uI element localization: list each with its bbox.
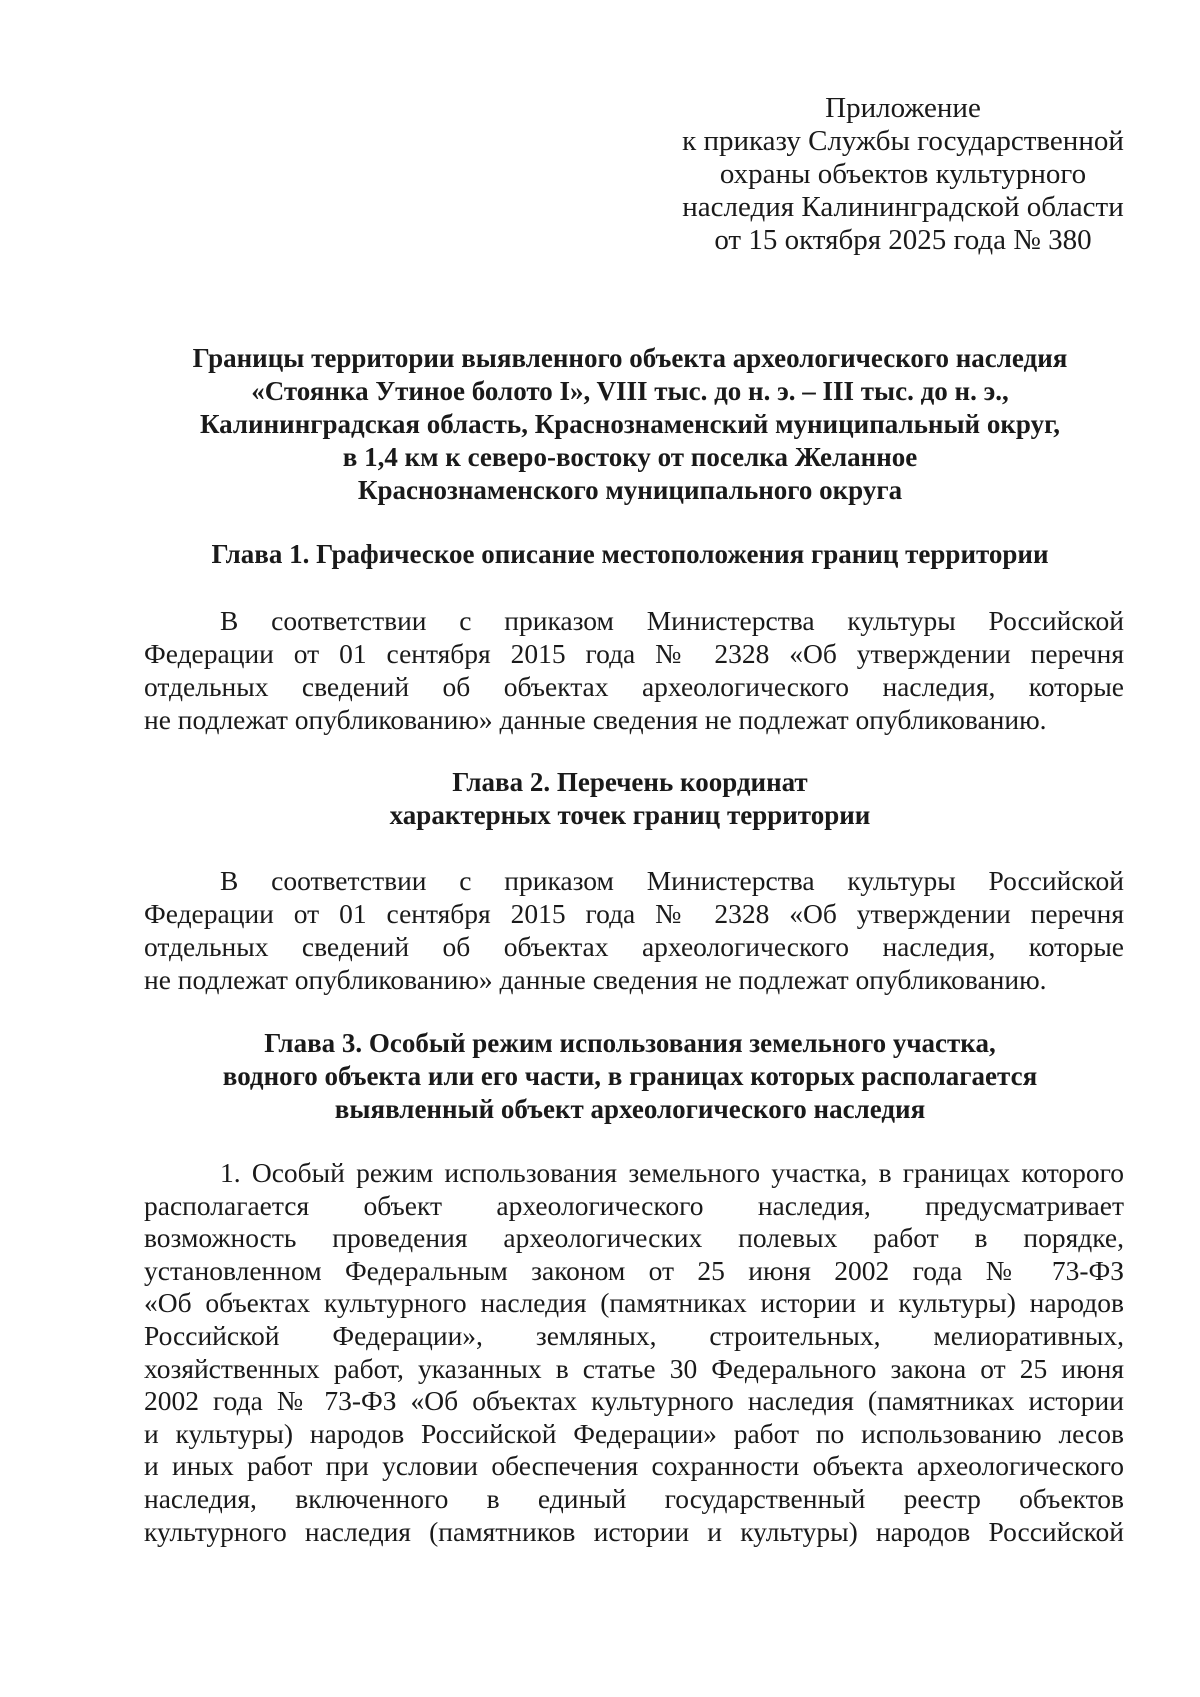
paragraph-line: не подлежат опубликованию» данные сведения не подлежат опубликованию. bbox=[144, 704, 1047, 735]
paragraph-line: 2002 года № 73-ФЗ «Об объектах культурного наследия (памятниках истории bbox=[144, 1385, 1124, 1417]
paragraph-line: 1. Особый режим использования земельного участка, в границах которого bbox=[220, 1157, 1124, 1188]
paragraph-line: не подлежат опубликованию» данные сведения не подлежат опубликованию. bbox=[144, 964, 1047, 995]
appendix-line: от 15 октября 2025 года № 380 bbox=[714, 224, 1092, 256]
document-title-line: Краснознаменского муниципального округа bbox=[357, 475, 903, 505]
document-title-line: «Стоянка Утиное болото I», VIII тыс. до н. э. – III тыс. до н. э., bbox=[251, 376, 1009, 406]
paragraph-line: возможность проведения археологических полевых работ в порядке, bbox=[144, 1222, 1124, 1254]
chapter1-title bbox=[140, 538, 1120, 571]
paragraph-line: и иных работ при условии обеспечения сохранности объекта археологического bbox=[144, 1450, 1124, 1482]
appendix-line: наследия Калининградской области bbox=[682, 191, 1124, 223]
chapter3-title bbox=[140, 1027, 1120, 1126]
paragraph-line: «Об объектах культурного наследия (памятниках истории и культуры) народов bbox=[144, 1287, 1124, 1319]
paragraph-line: Федерации от 01 сентября 2015 года № 2328 «Об утверждении перечня bbox=[144, 898, 1124, 929]
chapter3-title-line: водного объекта или его части, в границах которых располагается bbox=[222, 1061, 1038, 1091]
paragraph-line: В соответствии с приказом Министерства культуры Российской bbox=[220, 865, 1124, 896]
paragraph-line: располагается объект археологического наследия, предусматривает bbox=[144, 1189, 1124, 1221]
paragraph-line: установленном Федеральным законом от 25 июня 2002 года № 73-ФЗ bbox=[144, 1254, 1124, 1286]
document-title-line: Границы территории выявленного объекта археологического наследия bbox=[192, 343, 1068, 373]
appendix-block bbox=[676, 92, 1130, 257]
chapter2-title-line: характерных точек границ территории bbox=[389, 800, 871, 830]
chapter2-title bbox=[140, 766, 1120, 832]
chapter3-paragraph bbox=[144, 1157, 1124, 1548]
document-title bbox=[140, 342, 1120, 507]
paragraph-line: Федерации от 01 сентября 2015 года № 2328 «Об утверждении перечня bbox=[144, 638, 1124, 669]
chapter1-title-line: Глава 1. Графическое описание местоположения границ территории bbox=[211, 539, 1049, 569]
chapter2-paragraph bbox=[144, 864, 1124, 996]
paragraph-line: наследия, включенного в единый государственный реестр объектов bbox=[144, 1482, 1124, 1514]
paragraph-line: и культуры) народов Российской Федерации» работ по использованию лесов bbox=[144, 1417, 1124, 1449]
paragraph-line: Российской Федерации», земляных, строительных, мелиоративных, bbox=[144, 1319, 1124, 1351]
paragraph-line: В соответствии с приказом Министерства культуры Российской bbox=[220, 605, 1124, 636]
chapter3-title-line: выявленный объект археологического наследия bbox=[334, 1094, 926, 1124]
document-title-line: в 1,4 км к северо-востоку от поселка Желанное bbox=[342, 442, 918, 472]
paragraph-line: отдельных сведений об объектах археологического наследия, которые bbox=[144, 931, 1124, 962]
appendix-line: охраны объектов культурного bbox=[719, 158, 1087, 190]
chapter1-paragraph bbox=[144, 604, 1124, 736]
paragraph-line: хозяйственных работ, указанных в статье 30 Федерального закона от 25 июня bbox=[144, 1352, 1124, 1384]
document-title-line: Калининградская область, Краснознаменский муниципальный округ, bbox=[199, 409, 1061, 439]
appendix-line: к приказу Службы государственной bbox=[682, 125, 1124, 157]
paragraph-line: культурного наследия (памятников истории и культуры) народов Российской bbox=[144, 1515, 1124, 1547]
chapter3-title-line: Глава 3. Особый режим использования земельного участка, bbox=[264, 1028, 996, 1058]
appendix-line: Приложение bbox=[825, 92, 981, 124]
chapter2-title-line: Глава 2. Перечень координат bbox=[452, 767, 808, 797]
paragraph-line: отдельных сведений об объектах археологического наследия, которые bbox=[144, 671, 1124, 702]
